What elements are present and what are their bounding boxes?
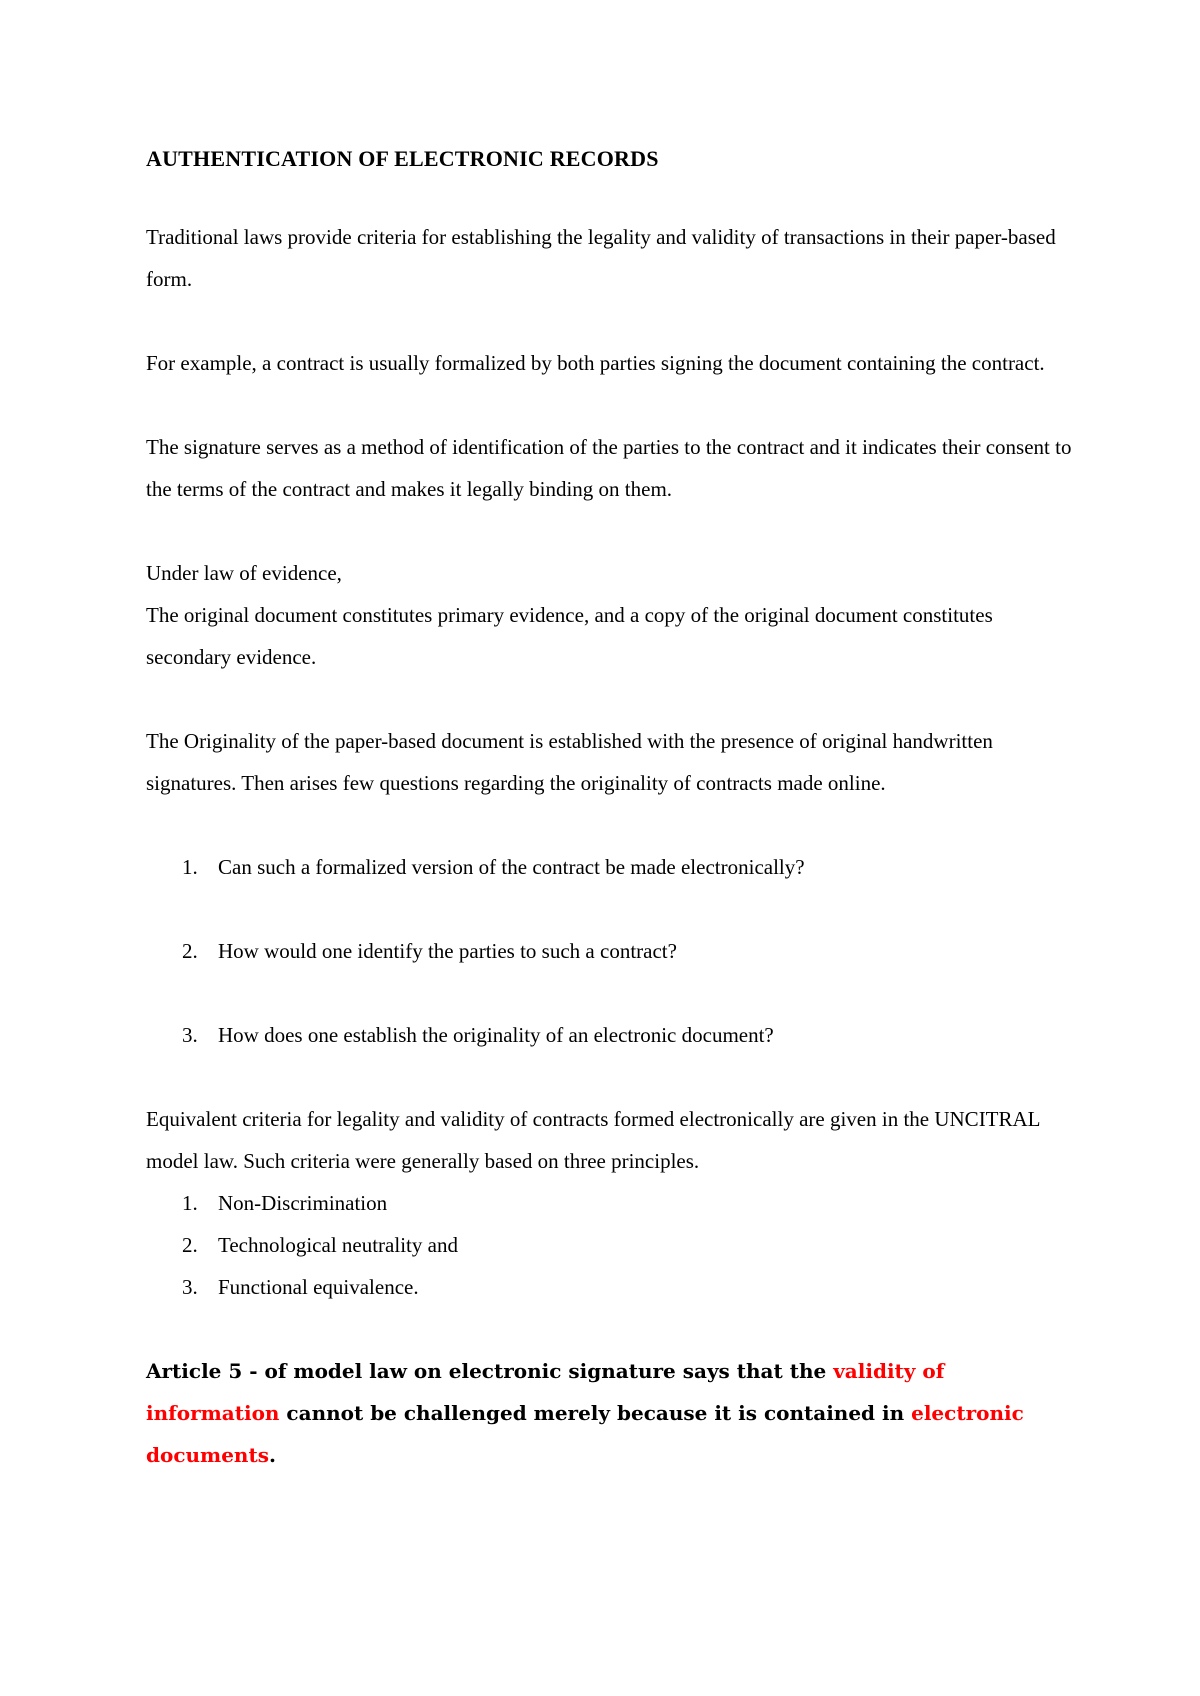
- list-text: Can such a formalized version of the contract be made electronically?: [218, 855, 805, 879]
- page-title: AUTHENTICATION OF ELECTRONIC RECORDS: [146, 146, 659, 171]
- list-text: How would one identify the parties to such a contract?: [218, 939, 677, 963]
- questions-list: [146, 846, 1076, 1056]
- list-item: [146, 1182, 1076, 1224]
- paragraph-uncitral: Equivalent criteria for legality and validity of contracts formed electronically are given in the UNCITRAL model law. Such criteria were generally based on three principles.: [146, 1107, 1040, 1173]
- evidence-body: The original document constitutes primary evidence, and a copy of the original document constitutes secondary evidence.: [146, 603, 993, 669]
- list-number: 3.: [182, 1275, 198, 1299]
- list-text: Functional equivalence.: [218, 1275, 419, 1299]
- article-5-statement: [146, 1350, 1076, 1476]
- list-text: Technological neutrality and: [218, 1233, 458, 1257]
- paragraph-evidence: [146, 552, 1076, 678]
- list-text: Non-Discrimination: [218, 1191, 388, 1215]
- paragraph-example: For example, a contract is usually formalized by both parties signing the document containing the contract.: [146, 351, 1045, 375]
- principles-list: [146, 1182, 1076, 1308]
- article-text: cannot be challenged merely because it is contained in: [279, 1401, 912, 1425]
- article-text: Article 5 - of model law on electronic signature says that the: [146, 1359, 834, 1383]
- list-number: 1.: [182, 1191, 198, 1215]
- paragraph-originality: The Originality of the paper-based document is established with the presence of original handwritten signatures. Then arises few questions regarding the originality of contracts made online.: [146, 729, 993, 795]
- list-number: 3.: [182, 1023, 198, 1047]
- highlight-validity: validity of information: [146, 1359, 945, 1425]
- evidence-intro: Under law of evidence,: [146, 561, 342, 585]
- list-item: [146, 846, 1076, 888]
- document-body: [146, 146, 1076, 1476]
- paragraph-traditional-laws: Traditional laws provide criteria for establishing the legality and validity of transactions in their paper-based form.: [146, 225, 1056, 291]
- highlight-electronic-documents: electronic documents: [146, 1401, 1024, 1467]
- list-item: [146, 1014, 1076, 1056]
- list-item: [146, 1224, 1076, 1266]
- paragraph-signature: The signature serves as a method of identification of the parties to the contract and it indicates their consent to the terms of the contract and makes it legally binding on them.: [146, 435, 1072, 501]
- article-period: .: [268, 1443, 276, 1467]
- list-number: 2.: [182, 939, 198, 963]
- list-item: [146, 1266, 1076, 1308]
- list-number: 2.: [182, 1233, 198, 1257]
- list-item: [146, 930, 1076, 972]
- list-number: 1.: [182, 855, 198, 879]
- list-text: How does one establish the originality of an electronic document?: [218, 1023, 774, 1047]
